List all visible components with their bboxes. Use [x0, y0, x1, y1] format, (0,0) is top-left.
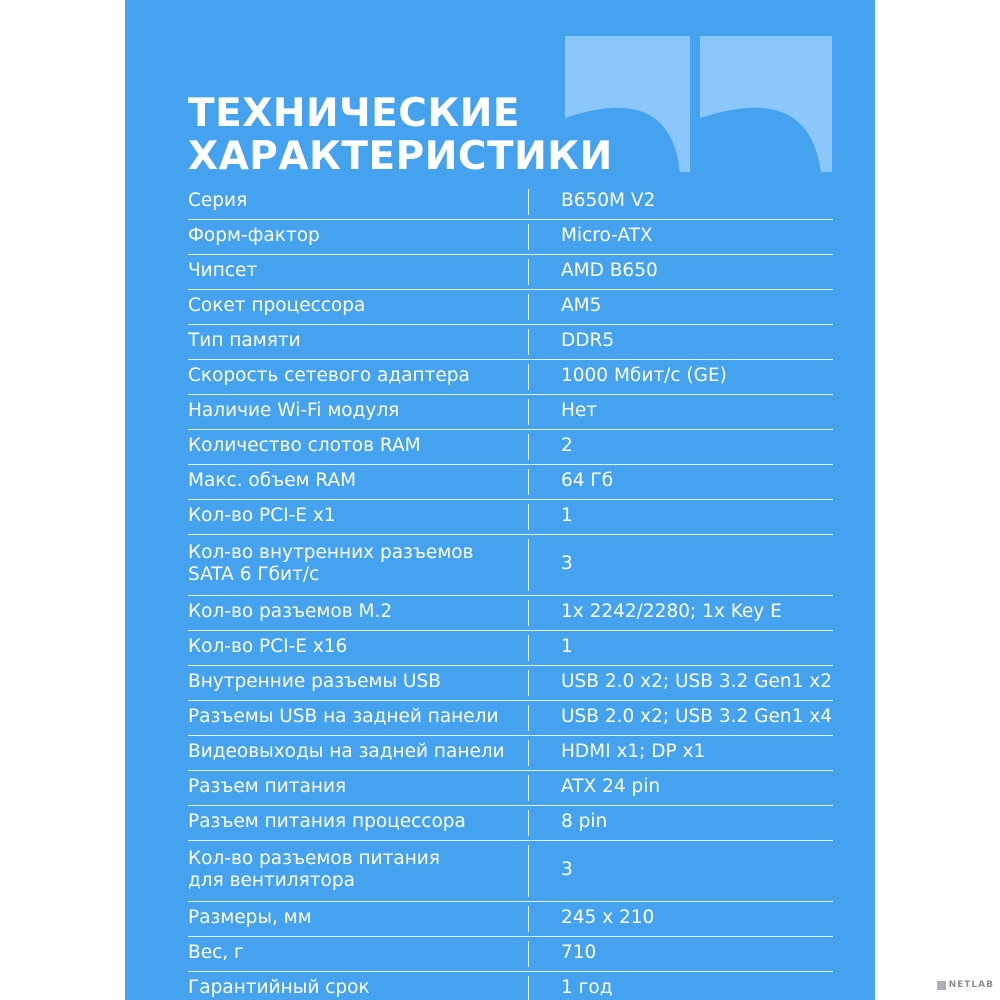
column-separator — [528, 189, 529, 215]
spec-row — [188, 500, 833, 535]
spec-label: Кол-во PCI-E x1 — [188, 505, 336, 526]
quote-mark-right — [700, 36, 832, 172]
column-separator — [528, 469, 529, 495]
column-separator — [528, 845, 529, 897]
spec-row — [188, 631, 833, 666]
page-title — [188, 92, 613, 178]
column-separator — [528, 259, 529, 285]
spec-value: 8 pin — [561, 811, 608, 832]
spec-label: Гарантийный срок — [188, 977, 370, 998]
spec-row — [188, 185, 833, 220]
spec-value: 1 — [561, 505, 573, 526]
spec-row — [188, 736, 833, 771]
column-separator — [528, 775, 529, 801]
spec-value: DDR5 — [561, 330, 615, 351]
spec-row — [188, 937, 833, 972]
column-separator — [528, 329, 529, 355]
column-separator — [528, 224, 529, 250]
spec-label: Макс. объем RAM — [188, 470, 357, 491]
spec-row — [188, 430, 833, 465]
spec-value: Нет — [561, 400, 598, 421]
spec-value: 64 Гб — [561, 470, 614, 491]
netlab-watermark-text: NETLAB — [948, 980, 994, 990]
spec-label: Сокет процессора — [188, 295, 366, 316]
column-separator — [528, 705, 529, 731]
specs-table — [188, 185, 833, 1000]
column-separator — [528, 539, 529, 591]
spec-label: Разъем питания — [188, 776, 347, 797]
spec-row — [188, 535, 833, 596]
spec-value: 1000 Мбит/с (GE) — [561, 365, 727, 386]
spec-row — [188, 220, 833, 255]
spec-label: Скорость сетевого адаптера — [188, 365, 470, 386]
spec-row — [188, 325, 833, 360]
spec-label: Разъем питания процессора — [188, 811, 466, 832]
spec-row — [188, 666, 833, 701]
column-separator — [528, 504, 529, 530]
spec-label: Чипсет — [188, 260, 258, 281]
spec-row — [188, 290, 833, 325]
column-separator — [528, 976, 529, 1000]
spec-label: Кол-во разъемов M.2 — [188, 601, 393, 622]
spec-sheet-panel — [125, 0, 875, 1000]
spec-label: Серия — [188, 190, 248, 211]
spec-row — [188, 465, 833, 500]
spec-value: USB 2.0 x2; USB 3.2 Gen1 x4 — [561, 706, 832, 727]
title-line-2: ХАРАКТЕРИСТИКИ — [188, 134, 613, 179]
spec-value: 1 год — [561, 977, 613, 998]
spec-value: Micro-ATX — [561, 225, 653, 246]
spec-value: 1x 2242/2280; 1x Key E — [561, 601, 782, 622]
column-separator — [528, 941, 529, 967]
spec-value: HDMI x1; DP x1 — [561, 741, 706, 762]
spec-label: Кол-во PCI-E x16 — [188, 636, 348, 657]
spec-label: Форм-фактор — [188, 225, 320, 246]
spec-row — [188, 806, 833, 841]
spec-row — [188, 841, 833, 902]
column-separator — [528, 364, 529, 390]
spec-label: Вес, г — [188, 942, 244, 963]
spec-label: Кол-во разъемов питания для вентилятора — [188, 848, 440, 891]
spec-row — [188, 701, 833, 736]
column-separator — [528, 294, 529, 320]
spec-row — [188, 972, 833, 1000]
spec-value: ATX 24 pin — [561, 776, 661, 797]
netlab-watermark — [937, 978, 994, 992]
spec-label: Видеовыходы на задней панели — [188, 741, 505, 762]
spec-value: USB 2.0 x2; USB 3.2 Gen1 x2 — [561, 671, 832, 692]
spec-row — [188, 255, 833, 290]
spec-value: AMD B650 — [561, 260, 658, 281]
column-separator — [528, 600, 529, 626]
spec-label: Тип памяти — [188, 330, 301, 351]
spec-row — [188, 360, 833, 395]
spec-label: Количество слотов RAM — [188, 435, 421, 456]
netlab-logo-icon — [937, 981, 946, 990]
spec-label: Наличие Wi-Fi модуля — [188, 400, 400, 421]
column-separator — [528, 399, 529, 425]
column-separator — [528, 670, 529, 696]
spec-row — [188, 902, 833, 937]
spec-label: Внутренние разъемы USB — [188, 671, 441, 692]
column-separator — [528, 635, 529, 661]
spec-value: 3 — [561, 859, 573, 880]
column-separator — [528, 906, 529, 932]
spec-row — [188, 596, 833, 631]
spec-value: B650M V2 — [561, 190, 656, 211]
title-line-1: ТЕХНИЧЕСКИЕ — [188, 91, 521, 136]
spec-label: Размеры, мм — [188, 907, 312, 928]
column-separator — [528, 810, 529, 836]
spec-value: 710 — [561, 942, 597, 963]
spec-value: 2 — [561, 435, 573, 456]
spec-value: 245 x 210 — [561, 907, 655, 928]
column-separator — [528, 434, 529, 460]
spec-row — [188, 771, 833, 806]
spec-label: Кол-во внутренних разъемов SATA 6 Гбит/с — [188, 542, 474, 585]
spec-label: Разъемы USB на задней панели — [188, 706, 499, 727]
column-separator — [528, 740, 529, 766]
spec-value: 1 — [561, 636, 573, 657]
spec-value: 3 — [561, 553, 573, 574]
spec-value: AM5 — [561, 295, 602, 316]
spec-row — [188, 395, 833, 430]
